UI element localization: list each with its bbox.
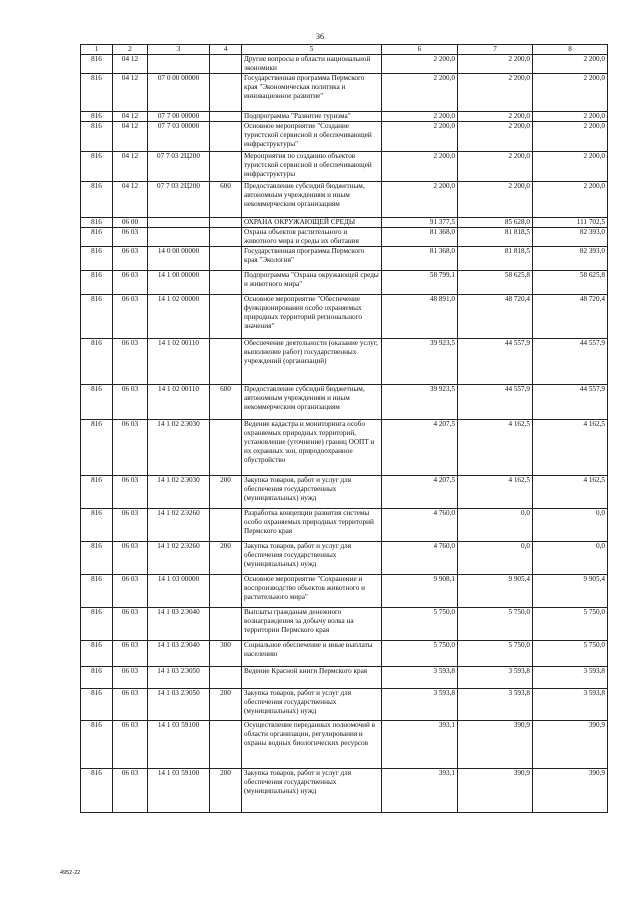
cell-amount-year-1: 393,1 [382,769,458,813]
column-number-row [81,45,608,55]
cell-ministry-code: 816 [81,247,113,271]
cell-amount-year-3: 2 200,0 [533,112,608,122]
cell-description: Государственная программа Пермского края "Экология" [242,247,382,271]
cell-description: Осуществление переданных полномочий в области организации, регулирования и охраны водных биологических ресурсов [242,721,382,769]
cell-target-article [148,228,210,247]
cell-section-code: 04 12 [113,152,148,182]
cell-section-code: 06 03 [113,228,148,247]
cell-amount-year-1: 2 200,0 [382,122,458,152]
table-row [81,74,608,112]
cell-amount-year-2: 44 557,9 [458,339,533,385]
cell-target-article: 14 1 02 00110 [148,339,210,385]
cell-expense-type: 200 [210,542,242,575]
cell-section-code: 06 03 [113,509,148,542]
table-row [81,721,608,769]
cell-target-article: 14 1 02 2Э030 [148,476,210,509]
cell-expense-type [210,122,242,152]
cell-amount-year-1: 2 200,0 [382,112,458,122]
cell-amount-year-1: 3 593,8 [382,667,458,689]
cell-expense-type [210,152,242,182]
cell-amount-year-3: 44 557,9 [533,385,608,420]
table-row [81,152,608,182]
table-row [81,476,608,509]
cell-expense-type [210,74,242,112]
cell-section-code: 04 12 [113,112,148,122]
cell-amount-year-1: 58 799,1 [382,271,458,295]
cell-ministry-code: 816 [81,641,113,667]
cell-amount-year-3: 390,9 [533,769,608,813]
cell-ministry-code: 816 [81,271,113,295]
cell-expense-type: 600 [210,385,242,420]
table-row [81,295,608,339]
cell-amount-year-2: 58 625,8 [458,271,533,295]
table-row [81,509,608,542]
cell-expense-type: 200 [210,476,242,509]
cell-amount-year-2: 81 818,5 [458,228,533,247]
cell-amount-year-3: 390,9 [533,721,608,769]
cell-amount-year-2: 2 200,0 [458,152,533,182]
cell-amount-year-1: 9 908,1 [382,575,458,608]
cell-target-article: 14 1 00 00000 [148,271,210,295]
cell-target-article [148,218,210,228]
table-row [81,575,608,608]
column-header-4: 4 [210,45,242,55]
column-header-1: 1 [81,45,113,55]
cell-description: Разработка концепции развития системы особо охраняемых природных территорий Пермского края [242,509,382,542]
table-row [81,218,608,228]
cell-amount-year-2: 2 200,0 [458,112,533,122]
cell-amount-year-3: 44 557,9 [533,339,608,385]
cell-amount-year-2: 390,9 [458,769,533,813]
table-row [81,542,608,575]
cell-target-article: 07 7 03 2Ц200 [148,152,210,182]
cell-expense-type: 300 [210,641,242,667]
cell-ministry-code: 816 [81,385,113,420]
cell-description: Предоставление субсидий бюджетным, автономным учреждениям и иным некоммерческим организациям [242,182,382,218]
cell-target-article: 14 1 03 2Э050 [148,667,210,689]
cell-section-code: 06 03 [113,385,148,420]
cell-target-article: 14 1 02 00000 [148,295,210,339]
cell-amount-year-3: 58 625,8 [533,271,608,295]
cell-description: Закупка товаров, работ и услуг для обеспечения государственных (муниципальных) нужд [242,689,382,721]
cell-expense-type [210,575,242,608]
cell-description: ОХРАНА ОКРУЖАЮЩЕЙ СРЕДЫ [242,218,382,228]
cell-amount-year-2: 2 200,0 [458,182,533,218]
cell-expense-type: 200 [210,769,242,813]
cell-section-code: 04 12 [113,74,148,112]
cell-target-article: 14 1 03 00000 [148,575,210,608]
cell-expense-type [210,721,242,769]
table-row [81,608,608,641]
cell-expense-type [210,420,242,476]
table-row [81,420,608,476]
cell-amount-year-1: 2 200,0 [382,55,458,74]
cell-amount-year-2: 5 750,0 [458,608,533,641]
cell-ministry-code: 816 [81,689,113,721]
cell-expense-type [210,218,242,228]
cell-target-article: 14 1 03 59100 [148,721,210,769]
cell-ministry-code: 816 [81,667,113,689]
cell-amount-year-1: 5 750,0 [382,641,458,667]
column-header-7: 7 [458,45,533,55]
cell-amount-year-1: 39 923,5 [382,385,458,420]
cell-ministry-code: 816 [81,112,113,122]
cell-description: Основное мероприятие "Сохранение и воспроизводство объектов животного и растительного мира" [242,575,382,608]
cell-expense-type [210,295,242,339]
cell-amount-year-1: 2 200,0 [382,74,458,112]
table-row [81,667,608,689]
cell-description: Закупка товаров, работ и услуг для обеспечения государственных (муниципальных) нужд [242,542,382,575]
table-row [81,55,608,74]
cell-description: Ведение Красной книги Пермского края [242,667,382,689]
cell-section-code: 06 00 [113,218,148,228]
cell-amount-year-3: 82 393,0 [533,247,608,271]
cell-expense-type [210,55,242,74]
cell-description: Выплаты гражданам денежного вознаграждения за добычу волка на территории Пермского края [242,608,382,641]
cell-target-article: 14 1 02 2Э260 [148,542,210,575]
cell-target-article: 07 7 03 00000 [148,122,210,152]
cell-amount-year-2: 2 200,0 [458,74,533,112]
cell-amount-year-1: 91 377,5 [382,218,458,228]
cell-amount-year-2: 3 593,8 [458,689,533,721]
cell-amount-year-1: 39 923,5 [382,339,458,385]
cell-ministry-code: 816 [81,608,113,641]
cell-amount-year-3: 2 200,0 [533,74,608,112]
cell-target-article: 14 1 03 2Э050 [148,689,210,721]
cell-amount-year-2: 44 557,9 [458,385,533,420]
cell-amount-year-2: 81 818,5 [458,247,533,271]
column-header-8: 8 [533,45,608,55]
table-row [81,689,608,721]
table-row [81,247,608,271]
cell-section-code: 06 03 [113,575,148,608]
cell-description: Охрана объектов растительного и животного мира и среды их обитания [242,228,382,247]
cell-ministry-code: 816 [81,769,113,813]
cell-amount-year-3: 4 162,5 [533,476,608,509]
cell-description: Социальное обеспечение и иные выплаты населению [242,641,382,667]
cell-ministry-code: 816 [81,74,113,112]
page-number: 36 [316,32,324,41]
cell-target-article: 14 1 02 2Э030 [148,420,210,476]
cell-target-article: 14 1 03 59100 [148,769,210,813]
cell-description: Подпрограмма "Развитие туризма" [242,112,382,122]
cell-amount-year-1: 4 207,5 [382,476,458,509]
cell-target-article: 14 1 02 2Э260 [148,509,210,542]
cell-ministry-code: 816 [81,55,113,74]
cell-section-code: 06 03 [113,769,148,813]
cell-amount-year-1: 81 368,0 [382,247,458,271]
cell-section-code: 06 03 [113,476,148,509]
cell-section-code: 06 03 [113,542,148,575]
cell-ministry-code: 816 [81,575,113,608]
table-row [81,769,608,813]
cell-amount-year-3: 2 200,0 [533,182,608,218]
cell-amount-year-2: 2 200,0 [458,122,533,152]
cell-amount-year-2: 0,0 [458,509,533,542]
cell-amount-year-3: 2 200,0 [533,55,608,74]
column-header-5: 5 [242,45,382,55]
cell-amount-year-2: 4 162,5 [458,476,533,509]
cell-expense-type [210,271,242,295]
cell-target-article [148,55,210,74]
cell-section-code: 06 03 [113,667,148,689]
cell-description: Мероприятия по созданию объектов туристской сервисной и обеспечивающей инфраструктуры [242,152,382,182]
cell-amount-year-3: 0,0 [533,542,608,575]
cell-description: Основное мероприятие "Обеспечение функционирования особо охраняемых природных территорий регионального значения" [242,295,382,339]
cell-amount-year-3: 4 162,5 [533,420,608,476]
cell-section-code: 06 03 [113,295,148,339]
cell-description: Подпрограмма "Охрана окружающей среды и животного мира" [242,271,382,295]
cell-amount-year-3: 2 200,0 [533,152,608,182]
cell-expense-type [210,112,242,122]
cell-amount-year-1: 3 593,8 [382,689,458,721]
cell-amount-year-1: 393,1 [382,721,458,769]
table-body [81,55,608,813]
cell-description: Закупка товаров, работ и услуг для обеспечения государственных (муниципальных) нужд [242,769,382,813]
cell-amount-year-1: 48 891,0 [382,295,458,339]
cell-amount-year-2: 3 593,8 [458,667,533,689]
cell-section-code: 06 03 [113,339,148,385]
cell-description: Государственная программа Пермского края "Экономическая политика и инновационное развитие" [242,74,382,112]
cell-amount-year-3: 82 393,0 [533,228,608,247]
cell-amount-year-2: 5 750,0 [458,641,533,667]
cell-section-code: 06 03 [113,641,148,667]
cell-target-article: 07 7 00 00000 [148,112,210,122]
cell-amount-year-1: 2 200,0 [382,152,458,182]
cell-description: Основное мероприятие "Создание туристской сервисной и обеспечивающей инфраструктуры" [242,122,382,152]
cell-amount-year-2: 0,0 [458,542,533,575]
cell-amount-year-1: 4 760,0 [382,542,458,575]
cell-amount-year-1: 4 760,0 [382,509,458,542]
cell-amount-year-2: 48 720,4 [458,295,533,339]
cell-expense-type [210,667,242,689]
budget-table [80,44,608,813]
cell-description: Обеспечение деятельности (оказание услуг, выполнение работ) государственных учреждений (организаций) [242,339,382,385]
column-header-2: 2 [113,45,148,55]
cell-amount-year-3: 111 702,5 [533,218,608,228]
cell-description: Закупка товаров, работ и услуг для обеспечения государственных (муниципальных) нужд [242,476,382,509]
cell-amount-year-2: 9 905,4 [458,575,533,608]
cell-amount-year-2: 4 162,5 [458,420,533,476]
cell-section-code: 06 03 [113,721,148,769]
cell-ministry-code: 816 [81,542,113,575]
table-row [81,271,608,295]
cell-amount-year-3: 48 720,4 [533,295,608,339]
column-header-6: 6 [382,45,458,55]
cell-section-code: 04 12 [113,182,148,218]
cell-amount-year-3: 5 750,0 [533,608,608,641]
cell-expense-type [210,247,242,271]
cell-section-code: 06 03 [113,608,148,641]
cell-ministry-code: 816 [81,152,113,182]
cell-ministry-code: 816 [81,476,113,509]
cell-target-article: 14 1 03 2Э040 [148,641,210,667]
table-row [81,641,608,667]
cell-amount-year-3: 2 200,0 [533,122,608,152]
cell-amount-year-3: 5 750,0 [533,641,608,667]
cell-ministry-code: 816 [81,295,113,339]
cell-expense-type [210,509,242,542]
column-header-3: 3 [148,45,210,55]
cell-ministry-code: 816 [81,420,113,476]
cell-section-code: 04 12 [113,122,148,152]
cell-expense-type: 600 [210,182,242,218]
cell-amount-year-3: 0,0 [533,509,608,542]
cell-description: Другие вопросы в области национальной экономики [242,55,382,74]
cell-expense-type [210,608,242,641]
cell-amount-year-3: 3 593,8 [533,667,608,689]
cell-amount-year-3: 9 905,4 [533,575,608,608]
cell-ministry-code: 816 [81,339,113,385]
cell-section-code: 04 12 [113,55,148,74]
table-row [81,385,608,420]
cell-expense-type [210,339,242,385]
document-code: 4952-22 [60,870,81,876]
cell-description: Ведение кадастра и мониторинга особо охраняемых природных территорий, установление (уточнение) границ ООПТ и их охранных зон, природоохранное обустройство [242,420,382,476]
cell-description: Предоставление субсидий бюджетным, автономным учреждениям и иным некоммерческим организациям [242,385,382,420]
cell-ministry-code: 816 [81,182,113,218]
cell-ministry-code: 816 [81,218,113,228]
cell-expense-type: 200 [210,689,242,721]
table-row [81,122,608,152]
table-row [81,339,608,385]
cell-target-article: 07 0 00 00000 [148,74,210,112]
cell-target-article: 14 1 03 2Э040 [148,608,210,641]
cell-target-article: 14 1 02 00110 [148,385,210,420]
cell-amount-year-1: 81 368,0 [382,228,458,247]
table-row [81,182,608,218]
cell-amount-year-2: 2 200,0 [458,55,533,74]
cell-section-code: 06 03 [113,420,148,476]
cell-amount-year-1: 4 207,5 [382,420,458,476]
cell-target-article: 14 0 00 00000 [148,247,210,271]
cell-amount-year-3: 3 593,8 [533,689,608,721]
cell-ministry-code: 816 [81,509,113,542]
cell-section-code: 06 03 [113,247,148,271]
table-row [81,112,608,122]
cell-section-code: 06 03 [113,689,148,721]
cell-amount-year-2: 85 628,0 [458,218,533,228]
cell-section-code: 06 03 [113,271,148,295]
cell-amount-year-2: 390,9 [458,721,533,769]
table-row [81,228,608,247]
cell-ministry-code: 816 [81,122,113,152]
cell-expense-type [210,228,242,247]
cell-amount-year-1: 5 750,0 [382,608,458,641]
cell-ministry-code: 816 [81,228,113,247]
cell-amount-year-1: 2 200,0 [382,182,458,218]
cell-ministry-code: 816 [81,721,113,769]
cell-target-article: 07 7 03 2Ц200 [148,182,210,218]
